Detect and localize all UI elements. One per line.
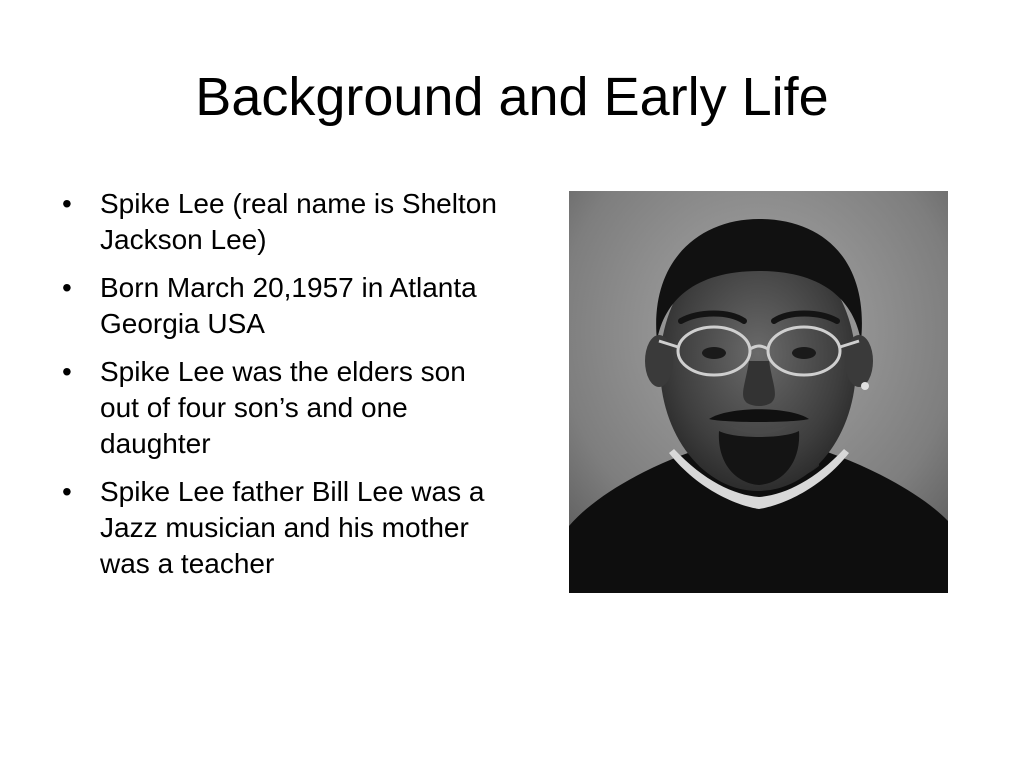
slide-title: Background and Early Life	[195, 67, 829, 127]
list-item	[60, 474, 510, 582]
list-item	[60, 354, 510, 462]
list-item	[60, 186, 510, 258]
portrait-illustration	[569, 191, 948, 593]
portrait-photo	[569, 191, 948, 593]
bullet-text: Born March 20,1957 in Atlanta Georgia USA	[100, 272, 477, 339]
bullet-text: Spike Lee father Bill Lee was a Jazz musician and his mother was a teacher	[100, 476, 485, 579]
bullet-text: Spike Lee was the elders son out of four son’s and one daughter	[100, 356, 466, 459]
bullet-text: Spike Lee (real name is Shelton Jackson Lee)	[100, 188, 497, 255]
bullet-icon: •	[62, 356, 72, 387]
bullet-icon: •	[62, 188, 72, 219]
bullet-list	[60, 186, 510, 594]
bullet-icon: •	[62, 272, 72, 303]
bullet-icon: •	[62, 476, 72, 507]
list-item	[60, 270, 510, 342]
